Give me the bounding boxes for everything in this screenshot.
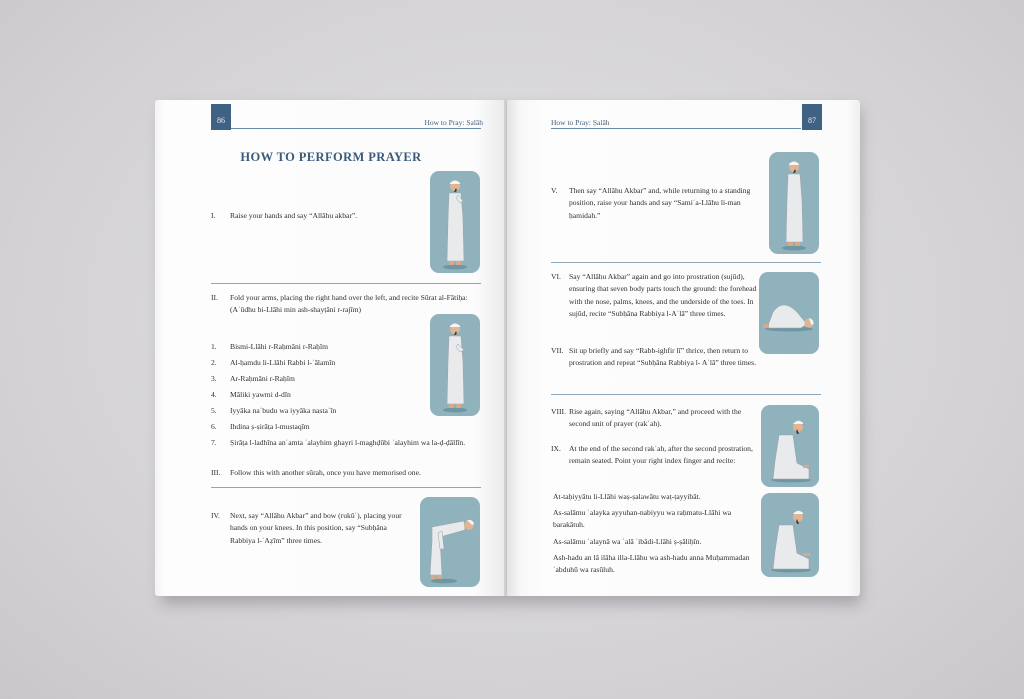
left-page — [155, 100, 507, 596]
verse-number: 2. — [211, 358, 217, 367]
section-divider — [551, 394, 821, 395]
bowing-figure-icon — [420, 497, 480, 587]
verse-number: 1. — [211, 342, 217, 351]
step-number: VIII. — [551, 407, 566, 416]
illustration-standing-takbir — [430, 171, 480, 273]
step-text: Next, say “Allāhu Akbar” and bow (rukūʿ), placing your hands on your knees. In this position, say “Subḥāna Rabbiya l-ʿAẓīm” three times. — [230, 511, 402, 545]
section-divider — [551, 262, 821, 263]
verse-number: 3. — [211, 374, 217, 383]
tashahhud-line: As-salāmu ʿalaynā wa ʿalā ʿibādi-Llāhi ṣ-ṣāliḥīn. — [553, 537, 702, 546]
step-text: Fold your arms, placing the right hand over the left, and recite Sūrat al-Fātiḥa: (Aʿūdhu bi-Llāhi min ash-shayṭāni r-rajīm) — [230, 293, 468, 315]
prostrating-figure-icon — [759, 272, 819, 354]
step-text: At the end of the second rakʿah, after the second prostration, remain seated. Point your right index finger and recite: — [569, 444, 753, 466]
step-text: Raise your hands and say “Allāhu akbar”. — [230, 211, 358, 220]
step-number: III. — [211, 468, 221, 477]
standing-upright-icon — [769, 152, 819, 254]
header-rule-right — [551, 128, 801, 129]
verse-text: Ṣirāṭa l-ladhīna anʿamta ʿalayhim ghayri l-maghḍūbi ʿalayhim wa la-ḍ-ḍāllīn. — [230, 438, 466, 447]
header-rule-left — [231, 128, 481, 129]
verse-text: Al-ḥamdu li-Llāhi Rabbi l-ʿālamīn — [230, 358, 336, 367]
tashahhud-line: At-taḥiyyātu li-Llāhi waṣ-ṣalawātu waṭ-ṭayyibāt. — [553, 492, 701, 501]
step-text: Sit up briefly and say “Rabb-ighfir lī” thrice, then return to prostration and repeat “Subḥāna Rabbiya l- Aʿlā” three times. — [569, 346, 757, 368]
step-text: Rise again, saying “Allāhu Akbar,” and proceed with the second unit of prayer (rakʿah). — [569, 407, 742, 429]
verse-number: 7. — [211, 438, 217, 447]
illustration-sitting-tashahhud — [761, 493, 819, 577]
running-head-right: How to Pray: Ṣalāh — [551, 118, 610, 127]
illustration-sitting-jalsa — [761, 405, 819, 487]
step-number: I. — [211, 211, 216, 220]
tashahhud-line: Ash-hadu an lā ilāha illa-Llāhu wa ash-hadu anna Muḥammadan ʿabduhū wa rasūluh. — [553, 553, 750, 575]
verse-text: Bismi-Llāhi r-Raḥmāni r-Raḥīm — [230, 342, 328, 351]
step-text: Say “Allāhu Akbar” again and go into prostration (sujūd), ensuring that seven body parts touch the ground: the forehead with the nose, palms, knees, and the underside of the toes. In sujūd, recite “Subḥāna Rabbiya l-Aʿlā” three times. — [569, 272, 757, 319]
step-text: Follow this with another sūrah, once you have memorised one. — [230, 468, 421, 477]
step-number: IV. — [211, 511, 220, 520]
standing-figure-icon — [430, 171, 480, 273]
section-divider — [211, 283, 481, 284]
page-number-left: 86 — [211, 104, 231, 130]
step-number: VI. — [551, 272, 561, 281]
verse-text: Ar-Raḥmāni r-Raḥīm — [230, 374, 295, 383]
verse-number: 6. — [211, 422, 217, 431]
section-divider — [211, 487, 481, 488]
page-number-right: 87 — [802, 104, 822, 130]
verse-number: 4. — [211, 390, 217, 399]
open-book — [155, 100, 860, 598]
illustration-standing-qiyam — [430, 314, 480, 416]
step-number: IX. — [551, 444, 561, 453]
verse-text: Iyyāka naʿbudu wa iyyāka nastaʿīn — [230, 406, 337, 415]
sitting-figure-icon — [761, 405, 819, 487]
illustration-bowing-ruku — [420, 497, 480, 587]
tashahhud-line: As-salāmu ʿalayka ayyuhan-nabiyyu wa raḥmatu-Llāhi wa barakātuh. — [553, 508, 732, 530]
illustration-prostration-sujud — [759, 272, 819, 354]
page-title: HOW TO PERFORM PRAYER — [240, 150, 422, 164]
step-text: Then say “Allāhu Akbar” and, while returning to a standing position, raise your hands and say “Samiʿa-Llāhu li-man ḥamidah.” — [569, 186, 751, 220]
standing-arms-folded-icon — [430, 314, 480, 416]
right-page — [507, 100, 860, 596]
illustration-standing-itidal — [769, 152, 819, 254]
step-number: V. — [551, 186, 558, 195]
step-number: II. — [211, 293, 218, 302]
step-number: VII. — [551, 346, 564, 355]
verse-text: Māliki yawmi d-dīn — [230, 390, 291, 399]
sitting-pointing-figure-icon — [761, 493, 819, 577]
running-head-left: How to Pray: Ṣalāh — [424, 118, 483, 127]
verse-text: Ihdina ṣ-ṣirāṭa l-mustaqīm — [230, 422, 310, 431]
verse-number: 5. — [211, 406, 217, 415]
